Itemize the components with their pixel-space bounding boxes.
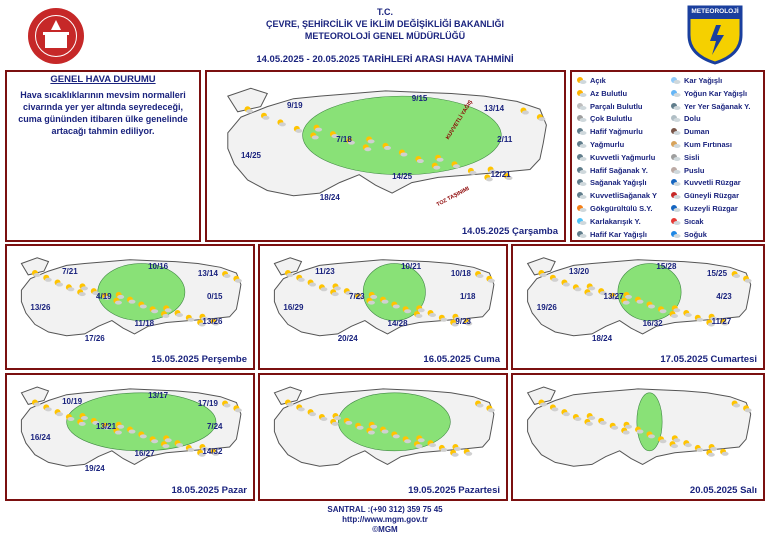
cold-icon: [670, 230, 681, 239]
footer: [200, 505, 570, 535]
day-label: 14.05.2025 Çarşamba: [461, 226, 558, 237]
temperature-label: 7/21: [62, 267, 78, 277]
sun-icon: [576, 76, 587, 85]
day-label: 18.05.2025 Pazar: [171, 485, 247, 496]
thunderstorm-icon: [576, 204, 587, 213]
general-weather-box: [5, 70, 201, 242]
heavy-rain-icon: [576, 153, 587, 162]
north-wind-icon: [670, 204, 681, 213]
rain-icon: [576, 140, 587, 149]
legend-label: Kuvvetli Rüzgar: [684, 178, 741, 188]
general-weather-title: GENEL HAVA DURUMU: [50, 74, 156, 85]
temperature-label: 15/25: [707, 269, 728, 279]
temperature-label: 19/26: [536, 303, 557, 313]
rain-area: [67, 390, 216, 451]
legend-item: [576, 75, 606, 86]
legend-item: [670, 139, 732, 150]
legend-item: [670, 152, 699, 163]
temperature-label: 18/24: [592, 333, 613, 343]
legend-item: [576, 101, 643, 112]
legend-item: [670, 75, 722, 86]
temperature-label: 14/25: [392, 172, 413, 182]
temperature-label: 1/18: [459, 292, 476, 302]
strong-wind-icon: [670, 178, 681, 187]
temperature-label: 14/32: [202, 446, 223, 456]
legend-label: Hafif Sağanak Y.: [590, 165, 648, 175]
legend-item: [670, 216, 704, 227]
legend-label: Karlakarışık Y.: [590, 216, 641, 226]
shower-icon: [576, 178, 587, 187]
sleet-icon: [576, 217, 587, 226]
ministry-seal: [28, 8, 84, 64]
day-label: 15.05.2025 Perşembe: [151, 354, 247, 365]
legend-item: [670, 126, 709, 137]
header-line2: ÇEVRE, ŞEHİRCİLİK VE İKLİM DEĞİŞİKLİĞİ BAKANLIĞI: [265, 19, 505, 29]
temperature-label: 7/24: [206, 421, 223, 431]
temperature-label: 10/16: [148, 261, 169, 271]
temperature-label: 0/15: [206, 292, 223, 302]
logo-text: METEOROLOJİ: [691, 8, 739, 15]
legend-item: [670, 113, 701, 124]
legend-label: Az Bulutlu: [590, 88, 628, 98]
sandstorm-icon: [670, 140, 681, 149]
legend-label: Kuvvetli Yağmurlu: [590, 152, 656, 162]
haze-icon: [670, 166, 681, 175]
temperature-label: 13/27: [603, 292, 624, 302]
legend-label: Sağanak Yağışlı: [590, 178, 647, 188]
day-label: 16.05.2025 Cuma: [423, 354, 500, 365]
temperature-label: 4/19: [96, 292, 112, 302]
partly-cloudy-icon: [576, 102, 587, 111]
temperature-label: 14/25: [240, 151, 262, 161]
legend-label: KuvvetliSağanak Y: [590, 191, 657, 201]
day-map-panel: [511, 373, 765, 501]
temperature-label: 7/23: [349, 292, 365, 302]
light-snow-icon: [576, 230, 587, 239]
legend-item: [670, 190, 739, 201]
legend-item: [670, 229, 707, 240]
footer-phone: SANTRAL :(+90 312) 359 75 45: [327, 505, 443, 514]
general-weather-text: Hava sıcaklıklarının mevsim normalleri civarında yer yer altında seyredeceği, cuma gününden itibaren ülke genelinde artacağı tahmin ediliyor.: [18, 90, 188, 136]
day-label: 20.05.2025 Salı: [689, 485, 757, 496]
temperature-label: 13/14: [484, 103, 505, 113]
temperature-label: 18/24: [319, 193, 340, 203]
temperature-label: 19/24: [84, 464, 105, 474]
day-map-panel: [5, 373, 255, 501]
legend-item: [670, 165, 704, 176]
legend-item: [576, 139, 624, 150]
legend-item: [576, 152, 655, 163]
legend-label: Sisli: [684, 152, 700, 162]
legend-item: [670, 88, 747, 99]
legend-item: [576, 88, 627, 99]
footer-org: ©MGM: [372, 525, 398, 534]
temperature-label: 17/19: [197, 398, 218, 408]
legend-label: Duman: [684, 127, 710, 137]
rain-area: [338, 393, 450, 451]
legend-label: Hafif Yağmurlu: [590, 127, 643, 137]
header-line3: METEOROLOJİ GENEL MÜDÜRLÜĞÜ: [304, 31, 466, 41]
day-label: 19.05.2025 Pazartesi: [408, 485, 500, 496]
legend-label: Parçalı Bulutlu: [590, 101, 643, 111]
legend-item: [576, 216, 641, 227]
legend-item: [576, 229, 647, 240]
legend-label: Kum Fırtınası: [684, 140, 732, 149]
fog-icon: [670, 153, 681, 162]
hot-icon: [670, 217, 681, 226]
temperature-label: 16/27: [134, 448, 155, 458]
warning-annotation: TOZ TAŞINIMI: [435, 185, 471, 209]
hail-icon: [670, 114, 681, 123]
temperature-label: 11/18: [134, 318, 155, 328]
temperature-label: 11/23: [315, 267, 335, 277]
legend-label: Yoğun Kar Yağışlı: [684, 88, 748, 98]
temperature-label: 13/21: [96, 421, 117, 431]
day-label: 17.05.2025 Cumartesi: [660, 354, 757, 365]
weather-marker-icon: [720, 449, 729, 456]
temperature-label: 14/28: [387, 318, 408, 328]
day-map-panel: [511, 244, 765, 370]
legend-item: [576, 203, 653, 214]
legend-label: Yağmurlu: [590, 140, 625, 149]
south-wind-icon: [670, 191, 681, 200]
temperature-label: 7/18: [336, 135, 352, 145]
light-rain-icon: [576, 127, 587, 136]
temperature-label: 11/27: [711, 316, 732, 326]
smoke-icon: [670, 127, 681, 136]
heavy-shower-icon: [576, 191, 587, 200]
day-map-panel: [5, 244, 255, 370]
meteoroloji-logo: [686, 5, 744, 65]
temperature-label: 17/26: [84, 333, 105, 343]
legend-label: Kuzeyli Rüzgar: [684, 204, 738, 213]
day-map-panel: [258, 244, 508, 370]
rain-area: [637, 393, 662, 451]
partly-sunny-icon: [576, 89, 587, 98]
legend-label: Soğuk: [684, 229, 707, 239]
snow-icon: [670, 76, 681, 85]
weather-marker-icon: [464, 449, 473, 456]
temperature-label: 15/28: [656, 261, 677, 271]
temperature-label: 16/29: [283, 303, 304, 313]
temperature-label: 16/24: [30, 433, 51, 443]
legend-item: [576, 190, 657, 201]
legend-label: Puslu: [684, 165, 705, 175]
legend-item: [576, 113, 632, 124]
light-shower-icon: [576, 166, 587, 175]
warning-annotation: KUVVETLİ YAĞIŞ: [445, 99, 475, 141]
legend-label: Hafif Kar Yağışlı: [590, 229, 647, 239]
legend-label: Çok Bulutlu: [590, 114, 633, 124]
legend-item: [670, 203, 738, 214]
legend-label: Dolu: [684, 114, 701, 124]
legend-item: [670, 177, 741, 188]
heavy-snow-icon: [670, 89, 681, 98]
header-line1: T.C.: [376, 7, 393, 17]
legend-label: Gökgürültülü S.Y.: [590, 204, 653, 213]
crescent-star-icon: [28, 8, 84, 64]
footer-url: http://www.mgm.gov.tr: [342, 515, 428, 524]
cloudy-icon: [576, 114, 587, 123]
temperature-label: 9/23: [455, 316, 471, 326]
temperature-label: 13/20: [569, 267, 590, 277]
temperature-label: 16/32: [642, 318, 663, 328]
legend-label: Açık: [590, 76, 606, 85]
temperature-label: 12/21: [490, 169, 511, 179]
legend-label: Yer Yer Sağanak Y.: [684, 101, 751, 111]
temperature-label: 13/17: [148, 390, 169, 400]
legend-item: [576, 165, 648, 176]
legend-item: [576, 126, 643, 137]
temperature-label: 9/19: [286, 101, 303, 111]
legend-label: Güneyli Rüzgar: [684, 191, 740, 201]
temperature-label: 13/14: [197, 269, 218, 279]
legend-item: [576, 177, 647, 188]
temperature-label: 10/19: [62, 396, 83, 406]
temperature-label: 13/26: [30, 303, 51, 313]
temperature-label: 9/15: [411, 93, 428, 103]
day-map-panel: [205, 70, 566, 242]
date-range-title: 14.05.2025 - 20.05.2025 TARİHLERİ ARASI HAVA TAHMİNİ: [256, 54, 514, 65]
temperature-label: 10/18: [450, 269, 471, 279]
scattered-showers-icon: [670, 102, 681, 111]
temperature-label: 10/21: [401, 261, 422, 271]
legend-item: [670, 101, 750, 112]
temperature-label: 20/24: [337, 333, 358, 343]
weather-legend: [570, 70, 765, 242]
temperature-label: 4/23: [716, 292, 732, 302]
legend-label: Kar Yağışlı: [684, 76, 723, 85]
temperature-label: 13/26: [202, 316, 223, 326]
temperature-label: 2/11: [497, 135, 513, 145]
day-map-panel: [258, 373, 508, 501]
page-header: [200, 6, 570, 42]
legend-label: Sıcak: [684, 216, 704, 226]
